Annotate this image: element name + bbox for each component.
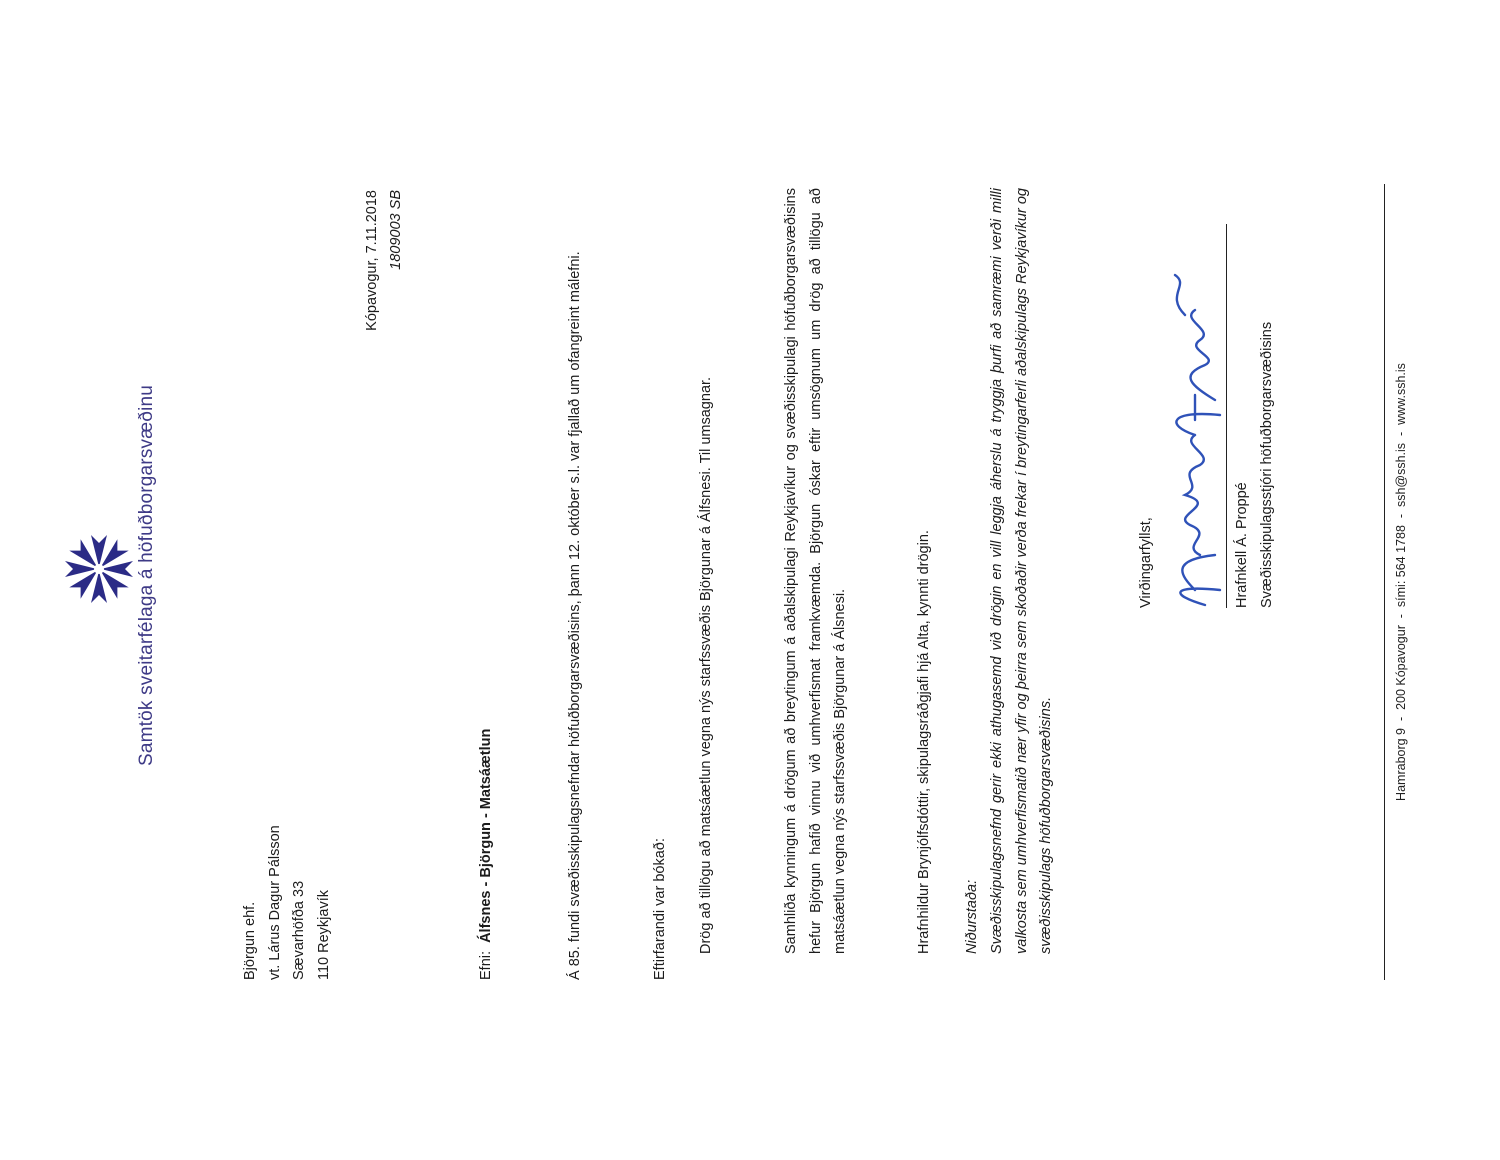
subject-prefix: Efni: (478, 950, 494, 980)
footer-contact: Hamraborg 9 - 200 Kópavogur - sími: 564 1788 - ssh@ssh.is - www.ssh.is (1394, 363, 1408, 801)
recipient-address (238, 680, 336, 980)
paragraph-meeting: Á 85. fundi svæðisskipulagsnefndar höfuðborgarsvæðisins, þann 12. október s.l. var fjallað um ofangreint málefni. (567, 251, 583, 980)
subject-line (474, 280, 499, 980)
letter-page (0, 190, 1460, 1010)
conclusion-text: Svæðisskipulagsnefnd gerir ekki athugasemd við drögin en vill leggja áherslu á tryggja þurfi að samræmi verði milli valkosta sem umhverfismatið nær yfir og þeirra sem skoðaðir verða frekar í breytingarferli aðalskipulags Reykjavíkur og svæðisskipulags höfuðborgarsvæðisins. (989, 188, 1054, 954)
footer-divider (1384, 184, 1385, 980)
subject-title: Álfsnes - Björgun - Matsáætlun (478, 728, 494, 943)
recipient-line: vt. Lárus Dagur Pálsson (266, 825, 283, 980)
snowflake-logo-icon (63, 533, 135, 605)
signer-title: Svæðisskipulagsstjóri höfuðborgarsvæðisins (1258, 321, 1275, 608)
recipient-line: 110 Reykjavík (315, 890, 332, 980)
reference-number: 1809003 SB (388, 190, 404, 270)
paragraph-parallel: Samhliða kynningum á drögum að breytingum á aðalskipulagi Reykjavíkur og svæðisskipulagi höfuðborgarsvæðisins hefur Björgun hafið vinnu við umhverfismat framkvæmda. Björgun óskar eftir umsögnum um drög að tillögu að matsáætlun vegna nýs starfssvæðis Björgunar á Álsnesi. (783, 188, 848, 954)
dateline (360, 190, 408, 450)
signer-block (1230, 188, 1279, 608)
paragraph-recorded: Eftirfarandi var bókað: (652, 838, 668, 980)
paragraph-draft: Drög að tillögu að matsáætlun vegna nýs starfssvæðis Björgunar á Álfsnesi. Til umsagnar. (698, 376, 714, 954)
recipient-line: Björgun ehf. (242, 901, 258, 980)
signature-line (1226, 224, 1227, 608)
signer-name: Hrafnkell Á. Proppé (1234, 482, 1250, 608)
paragraph-presentation: Hrafnhildur Brynjólfsdóttir, skipulagsráðgjafi hjá Alta, kynnti drögin. (916, 530, 932, 954)
salutation: Virðingarfyllst, (1138, 517, 1154, 608)
conclusion-heading: Niðurstaða: (964, 879, 980, 954)
place-date: Kópavogur, 7.11.2018 (364, 190, 380, 331)
organization-name: Samtök sveitarfélaga á höfuðborgarsvæðinu (136, 384, 157, 766)
handwritten-signature (1160, 255, 1240, 615)
recipient-line: Sævarhöfða 33 (291, 880, 307, 980)
